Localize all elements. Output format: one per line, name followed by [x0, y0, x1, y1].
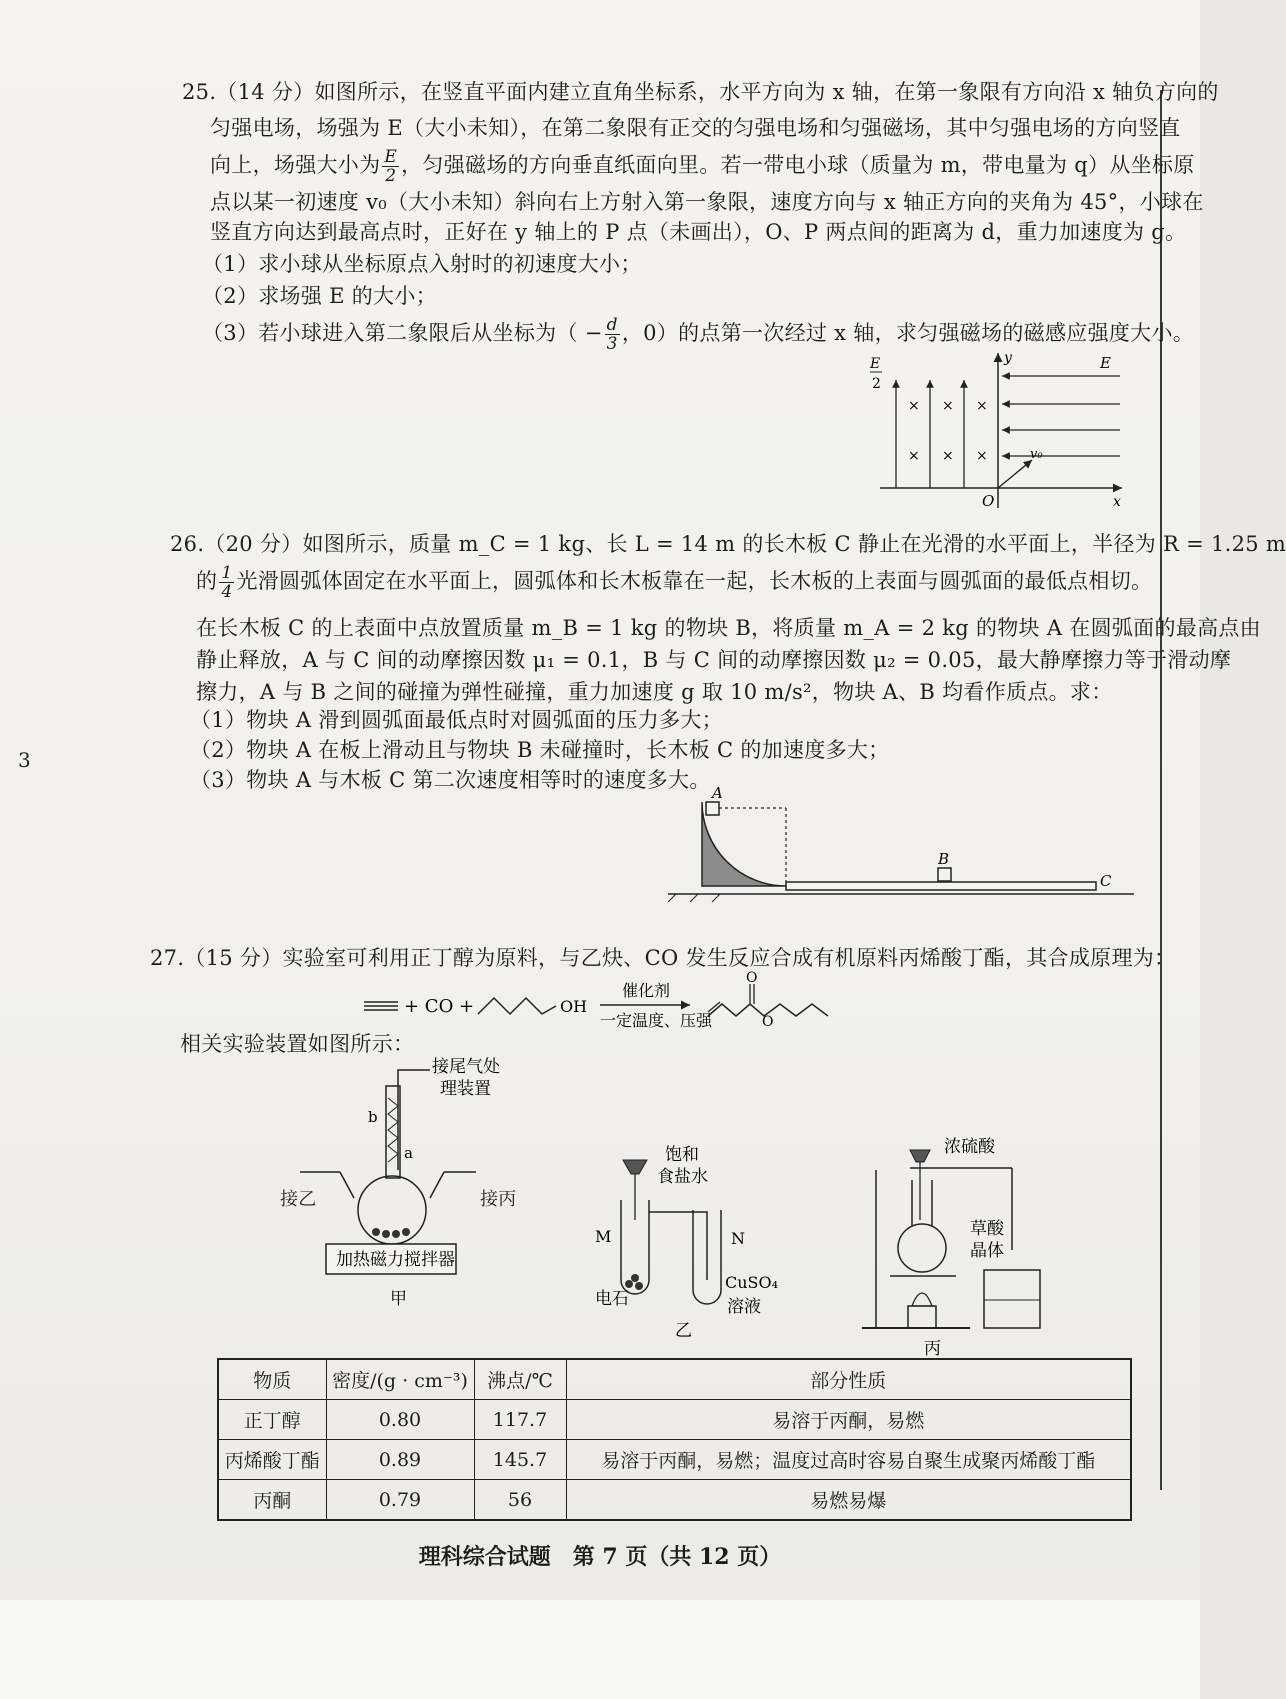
q26-line-1: 26.（20 分）如图所示，质量 m_C = 1 kg、长 L = 14 m 的长木板 C 静止在光滑的水平面上，半径为 R = 1.25 m: [170, 532, 1286, 556]
q26-line-3: 在长木板 C 的上表面中点放置质量 m_B = 1 kg 的物块 B，将质量 m_A = 2 kg 的物块 A 在圆弧面的最高点由: [196, 616, 1261, 640]
reaction-conditions: 一定温度、压强: [600, 1011, 713, 1030]
exhaust-label-2: 理装置: [440, 1079, 491, 1099]
alcohol-lamp: [908, 1306, 936, 1328]
binding-rule: [1160, 90, 1162, 1490]
q26-sub-2: （2）物块 A 在板上滑动且与物块 B 未碰撞时，长木板 C 的加速度多大；: [190, 738, 890, 762]
q25-line-3: [210, 148, 1195, 185]
acetylene-symbol: [364, 1002, 398, 1010]
long-board-c: [786, 882, 1096, 890]
connect-yi-label: 接乙: [280, 1189, 317, 1210]
calcium-carbide: [625, 1274, 643, 1290]
velocity-label: v₀: [1030, 447, 1043, 462]
exhaust-tube: [398, 1070, 430, 1170]
gas-washing-bottle: [984, 1270, 1040, 1328]
brine-label-2: 食盐水: [657, 1167, 708, 1187]
reaction-equation: [360, 972, 880, 1034]
block-a: [706, 802, 719, 815]
field-label-E: E: [1100, 354, 1111, 372]
margin-mark: 3: [18, 748, 31, 772]
field-label-E-denominator: 2: [872, 376, 881, 392]
y-axis-label: y: [1004, 350, 1012, 366]
stirrer-label: 加热磁力搅拌器: [336, 1250, 455, 1270]
solution-label: 溶液: [727, 1297, 761, 1317]
origin-label: O: [982, 492, 995, 510]
exhaust-label: 接尾气处: [432, 1057, 500, 1077]
q26-line-2: [196, 564, 1152, 601]
header-density: 密度/(g · cm⁻³): [326, 1359, 474, 1400]
q25-line-1: 25.（14 分）如图所示，在竖直平面内建立直角坐标系，水平方向为 x 轴，在第一象限有方向沿 x 轴负方向的: [182, 80, 1219, 104]
cell-density: 0.79: [326, 1480, 474, 1521]
connect-bing-label: 接丙: [480, 1189, 517, 1210]
label-b: B: [938, 850, 950, 868]
q26-line-4: 静止释放，A 与 C 间的动摩擦因数 μ₁ = 0.1，B 与 C 间的动摩擦因数 μ₂ = 0.05，最大静摩擦力等于滑动摩: [196, 648, 1232, 672]
q25-fraction-d-third: $\frac{d}{3}$: [606, 315, 618, 354]
table-row: [218, 1480, 1131, 1521]
cross-mark: ×: [976, 398, 988, 414]
cell-substance: 丙烯酸丁酯: [218, 1440, 326, 1480]
flask-contents: [372, 1228, 410, 1238]
port-b: b: [368, 1108, 378, 1126]
table-row: [218, 1400, 1131, 1440]
q27-line-1: 27.（15 分）实验室可利用正丁醇为原料，与乙炔、CO 发生反应合成有机原料丙烯酸丁酯，其合成原理为：: [150, 946, 1176, 970]
caption-bing: 丙: [924, 1339, 941, 1359]
crystal-label-2: 晶体: [970, 1241, 1004, 1261]
q25-sub-2: （2）求场强 E 的大小；: [202, 284, 437, 308]
properties-table: [217, 1358, 1132, 1521]
burner-flame: [912, 1293, 932, 1306]
reaction-catalyst: 催化剂: [622, 981, 671, 1000]
table-header-row: [218, 1359, 1131, 1400]
ester-o: O: [762, 1014, 774, 1030]
acid-label: 浓硫酸: [944, 1137, 995, 1157]
butanol-chain: [478, 998, 556, 1014]
carbonyl-o: O: [746, 970, 758, 986]
caption-yi: 乙: [675, 1321, 692, 1341]
field-label-E-numerator: E: [870, 356, 881, 372]
caption-jia: 甲: [390, 1289, 407, 1309]
label-c: C: [1100, 872, 1112, 890]
q26-arc-board-diagram: [668, 786, 1134, 906]
cross-mark: ×: [942, 398, 954, 414]
cross-mark: ×: [908, 398, 920, 414]
q25-line-3-end: ，匀强磁场的方向垂直纸面向里。若一带电小球（质量为 m，带电量为 q）从坐标原: [401, 153, 1195, 177]
header-properties: 部分性质: [566, 1359, 1131, 1400]
label-n: N: [731, 1229, 745, 1248]
q27-line-2: 相关实验装置如图所示：: [180, 1032, 415, 1056]
q25-line-2: 匀强电场，场强为 E（大小未知），在第二象限有正交的匀强电场和匀强磁场，其中匀强电场的方向竖直: [210, 116, 1181, 140]
cell-properties: 易燃易爆: [566, 1480, 1131, 1521]
magnetic-field-crosses: [908, 398, 988, 464]
header-boiling-point: 沸点/℃: [474, 1359, 566, 1400]
label-m: M: [595, 1227, 612, 1246]
cell-boiling-point: 145.7: [474, 1440, 566, 1480]
cross-mark: ×: [976, 448, 988, 464]
cell-boiling-point: 56: [474, 1480, 566, 1521]
q25-field-diagram: [870, 348, 1130, 513]
header-substance: 物质: [218, 1359, 326, 1400]
q25-fraction-E-half: $\frac{E}{2}$: [384, 147, 398, 186]
cuso4-label: CuSO₄: [725, 1273, 779, 1292]
q26-line-5: 擦力，A 与 B 之间的碰撞为弹性碰撞，重力加速度 g 取 10 m/s²，物块 A、B 均看作质点。求：: [196, 680, 1113, 704]
apparatus-yi: [595, 1140, 779, 1341]
carbide-label: 电石: [595, 1289, 629, 1309]
dropping-funnel: [623, 1160, 647, 1174]
acid-funnel: [910, 1150, 930, 1162]
brine-label: 饱和: [665, 1145, 699, 1165]
right-neck: [430, 1172, 444, 1198]
q25-line-4: 点以某一初速度 v₀（大小未知）斜向右上方射入第一象限，速度方向与 x 轴正方向的夹角为 45°，小球在: [210, 190, 1204, 214]
cell-substance: 丙酮: [218, 1480, 326, 1521]
apparatus-bing: [860, 1130, 1060, 1360]
cell-density: 0.80: [326, 1400, 474, 1440]
crystal-label: 草酸: [970, 1219, 1004, 1239]
q26-sub-3: （3）物块 A 与木板 C 第二次速度相等时的速度多大。: [190, 768, 711, 792]
cross-mark: ×: [942, 448, 954, 464]
reaction-oh: OH: [560, 997, 588, 1016]
block-b: [938, 868, 951, 881]
velocity-vector: [998, 460, 1032, 488]
cell-substance: 正丁醇: [218, 1400, 326, 1440]
table-row: [218, 1440, 1131, 1480]
cell-properties: 易溶于丙酮，易燃；温度过高时容易自聚生成聚丙烯酸丁酯: [566, 1440, 1131, 1480]
label-a: A: [712, 784, 723, 802]
x-axis-label: x: [1113, 494, 1121, 510]
left-neck: [340, 1172, 354, 1198]
q26-line-2-end: 光滑圆弧体固定在水平面上，圆弧体和长木板靠在一起，长木板的上表面与圆弧面的最低点相切。: [236, 569, 1153, 593]
page-bottom-margin: [0, 1600, 1200, 1699]
three-neck-flask: [358, 1176, 426, 1244]
delivery-tube: [649, 1212, 707, 1280]
cross-mark: ×: [908, 448, 920, 464]
q25-sub-3-start: （3）若小球进入第二象限后从坐标为（ −: [202, 321, 603, 345]
page-footer: 理科综合试题 第 7 页（共 12 页）: [418, 1544, 782, 1570]
ground-hatching: [668, 894, 720, 902]
cell-properties: 易溶于丙酮，易燃: [566, 1400, 1131, 1440]
q26-sub-1: （1）物块 A 滑到圆弧面最低点时对圆弧面的压力多大；: [190, 708, 723, 732]
reaction-plus-co: + CO +: [404, 996, 475, 1017]
q25-sub-3-end: ，0）的点第一次经过 x 轴，求匀强磁场的磁感应强度大小。: [621, 321, 1195, 345]
q25-line-5: 竖直方向达到最高点时，正好在 y 轴上的 P 点（未画出），O、P 两点间的距离为 d，重力加速度为 g。: [210, 220, 1187, 244]
q26-fraction-quarter: $\frac{1}{4}$: [221, 563, 233, 602]
port-a: a: [404, 1144, 413, 1162]
cell-density: 0.89: [326, 1440, 474, 1480]
q25-line-3-start: 向上，场强大小为: [210, 153, 381, 177]
condenser-coil: [388, 1098, 398, 1162]
q25-sub-1: （1）求小球从坐标原点入射时的初速度大小；: [202, 252, 642, 276]
distilling-flask: [898, 1224, 946, 1272]
cell-boiling-point: 117.7: [474, 1400, 566, 1440]
q26-line-2-start: 的: [196, 569, 218, 593]
